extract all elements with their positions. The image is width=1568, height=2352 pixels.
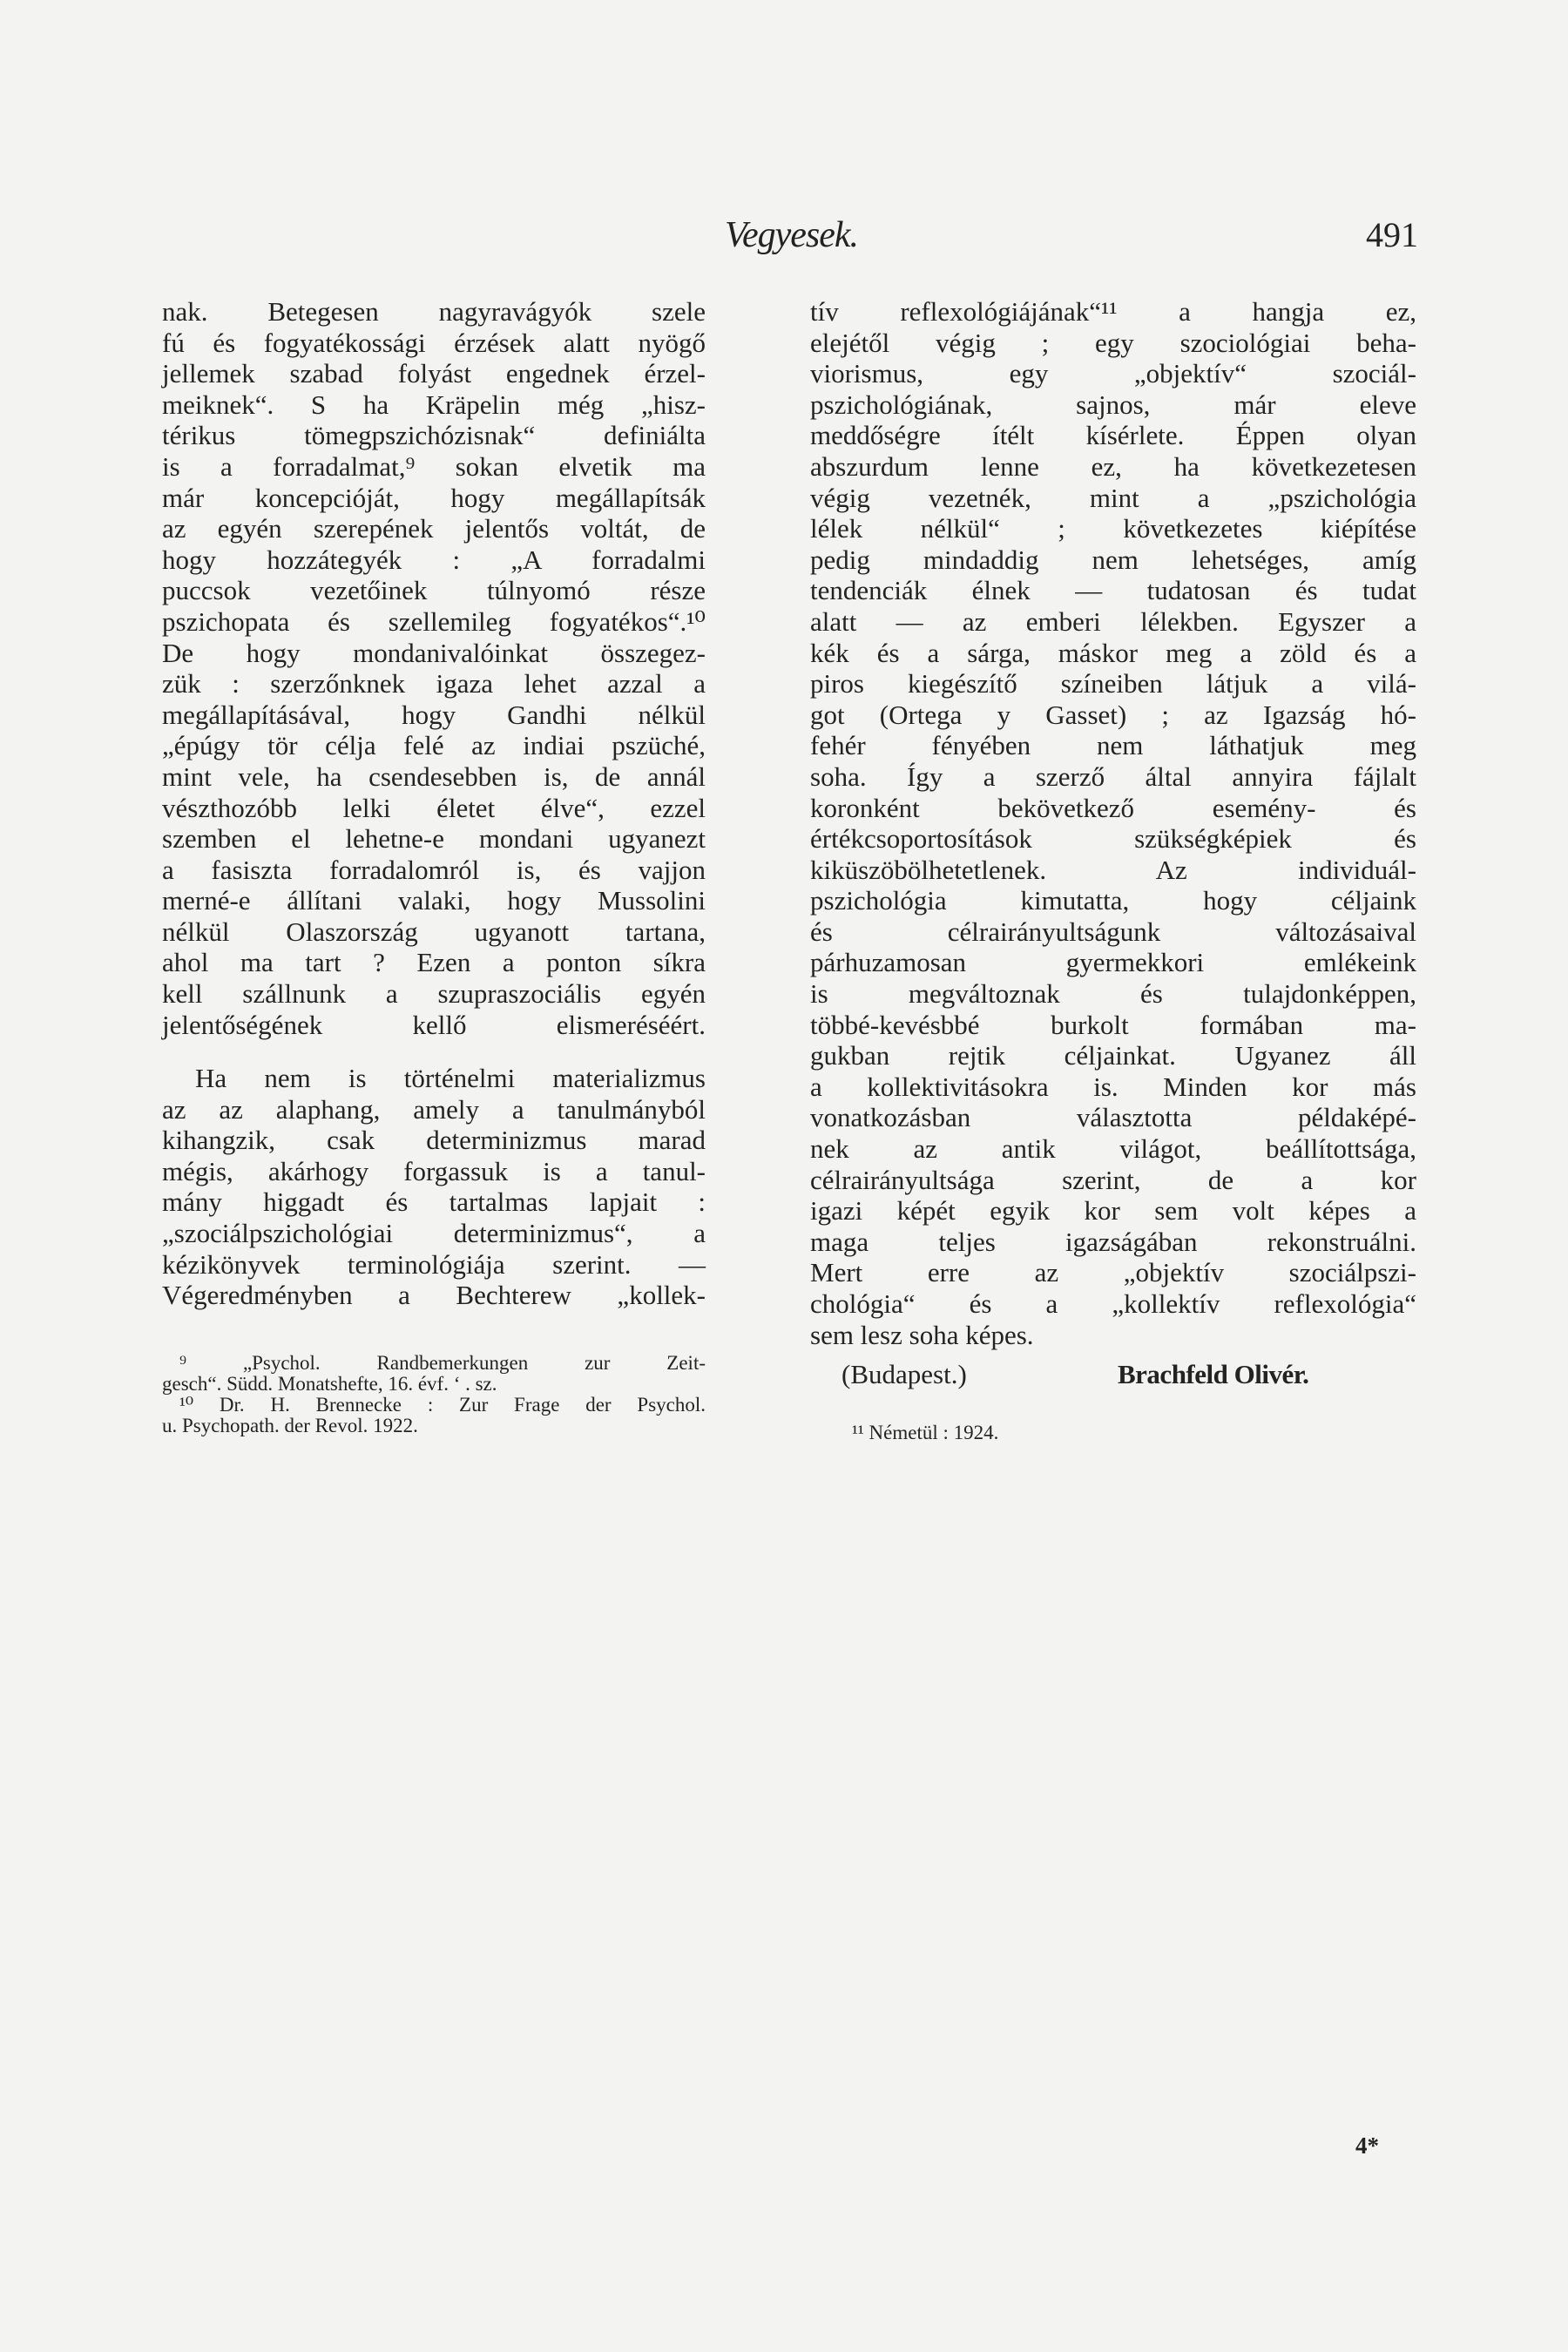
text-line: „szociálpszichológiai determinizmus“, a [162,1217,706,1248]
text-line: kézikönyvek terminológiája szerint. — [162,1248,706,1280]
text-line: kihangzik, csak determinizmus marad [162,1125,706,1156]
text-line: párhuzamosan gyermekkori emlékeink [810,947,1416,978]
text-line: és célrairányultságunk változásaival [810,916,1416,947]
text-line: zük : szerzőnknek igaza lehet azzal a [162,668,706,700]
text-line: fehér fényében nem láthatjuk meg [810,730,1416,761]
text-line: viorismus, egy „objektív“ szociál- [810,358,1416,389]
text-line: meddőségre ítélt kísérlete. Éppen olyan [810,420,1416,451]
text-line: ahol ma tart ? Ezen a ponton síkra [162,947,706,978]
right-column [810,296,1416,1350]
text-line: piros kiegészítő színeiben látjuk a vilá- [810,668,1416,700]
text-line: meiknek“. S ha Kräpelin még „hisz- [162,389,706,420]
text-line: merné-e állítani valaki, hogy Mussolini [162,885,706,916]
text-line: nek az antik világot, beállítottsága, [810,1133,1416,1165]
text-line: ⁹ „Psychol. Randbemerkungen zur Zeit- [179,1352,706,1374]
text-line: szemben el lehetne-e mondani ugyanezt [162,823,706,855]
text-line: koronként bekövetkező esemény- és [810,792,1416,823]
text-line: hogy hozzátegyék : „A forradalmi [162,544,706,575]
text-line: u. Psychopath. der Revol. 1922. [162,1415,418,1436]
text-line: lélek nélkül“ ; következetes kiépítése [810,513,1416,544]
text-line: elejétől végig ; egy szociológiai beha- [810,327,1416,358]
text-line: alatt — az emberi lélekben. Egyszer a [810,605,1416,637]
text-line: igazi képét egyik kor sem volt képes a [810,1195,1416,1227]
text-line: vészthozóbb lelki életet élve“, ezzel [162,792,706,823]
text-line: De hogy mondanivalóinkat összegez- [162,637,706,668]
sheet-signature-mark: 4* [1355,2132,1379,2159]
text-line: pedig mindaddig nem lehetséges, amíg [810,544,1416,575]
text-line: mégis, akárhogy forgassuk is a tanul- [162,1155,706,1186]
text-line: tendenciák élnek — tudatosan és tudat [810,575,1416,606]
running-title: Vegyesek. [725,215,859,255]
text-line: got (Ortega y Gasset) ; az Igazság hó- [810,699,1416,730]
text-line: Mert erre az „objektív szociálpszi- [810,1257,1416,1288]
signature-author: Brachfeld Olivér. [1118,1359,1309,1389]
footnotes-left [162,1353,706,1436]
text-line: puccsok vezetőinek túlnyomó része [162,575,706,606]
text-line: „épúgy tör célja felé az indiai pszüché, [162,730,706,761]
text-line: a kollektivitásokra is. Minden kor más [810,1071,1416,1102]
text-line: is megváltoznak és tulajdonképpen, [810,978,1416,1010]
text-line: megállapításával, hogy Gandhi nélkül [162,699,706,730]
text-line: célrairányultsága szerint, de a kor [810,1164,1416,1195]
text-line: mány higgadt és tartalmas lapjait : [162,1186,706,1218]
text-line: végig vezetnék, mint a „pszichológia [810,482,1416,513]
text-line: fú és fogyatékossági érzések alatt nyögő [162,327,706,358]
text-line: ¹⁰ Dr. H. Brennecke : Zur Frage der Psychol. [179,1394,706,1416]
text-line: abszurdum lenne ez, ha következetesen [810,450,1416,482]
text-line: jelentőségének kellő elismeréséért. [162,1009,706,1040]
text-line: is a forradalmat,⁹ sokan elvetik ma [162,450,706,482]
text-line: Ha nem is történelmi materializmus [195,1063,706,1093]
text-line: sem lesz soha képes. [810,1319,1034,1350]
text-line: térikus tömegpszichózisnak“ definiálta [162,420,706,451]
text-line: kiküszöbölhetetlenek. Az individuál- [810,854,1416,885]
footnote-11: ¹¹ Németül : 1924. [852,1422,999,1443]
text-line: pszichológiának, sajnos, már eleve [810,389,1416,420]
text-line: gukban rejtik céljainkat. Ugyanez áll [810,1040,1416,1071]
text-line: a fasiszta forradalomról is, és vajjon [162,854,706,885]
page-number: 491 [1366,215,1418,254]
text-line: soha. Így a szerző által annyira fájlalt [810,760,1416,792]
text-line: jellemek szabad folyást engednek érzel- [162,358,706,389]
text-line: az az alaphang, amely a tanulmányból [162,1093,706,1125]
text-line: maga teljes igazságában rekonstruálni. [810,1226,1416,1257]
signature-place: (Budapest.) [841,1359,967,1389]
left-column-paragraph-2 [162,1063,706,1311]
text-line: gesch“. Südd. Monatshefte, 16. évf. ‘ . sz. [162,1373,497,1395]
left-column-paragraph-1 [162,296,706,1040]
text-line: chológia“ és a „kollektív reflexológia“ [810,1288,1416,1319]
text-line: pszichopata és szellemileg fogyatékos“.¹⁰ [162,605,706,637]
text-line: kék és a sárga, máskor meg a zöld és a [810,637,1416,668]
text-line: kell szállnunk a szupraszociális egyén [162,978,706,1010]
text-line: tív reflexológiájának“¹¹ a hangja ez, [810,296,1416,327]
text-line: vonatkozásban választotta példaképé- [810,1102,1416,1133]
text-line: nak. Betegesen nagyravágyók szele [162,296,706,327]
text-line: már koncepcióját, hogy megállapítsák [162,482,706,513]
text-line: pszichológia kimutatta, hogy céljaink [810,885,1416,916]
text-line: többé-kevésbbé burkolt formában ma- [810,1009,1416,1040]
text-line: az egyén szerepének jelentős voltát, de [162,513,706,544]
text-line: értékcsoportosítások szükségképiek és [810,823,1416,855]
text-line: mint vele, ha csendesebben is, de annál [162,760,706,792]
text-line: nélkül Olaszország ugyanott tartana, [162,916,706,947]
text-line: Végeredményben a Bechterew „kollek- [162,1280,706,1311]
